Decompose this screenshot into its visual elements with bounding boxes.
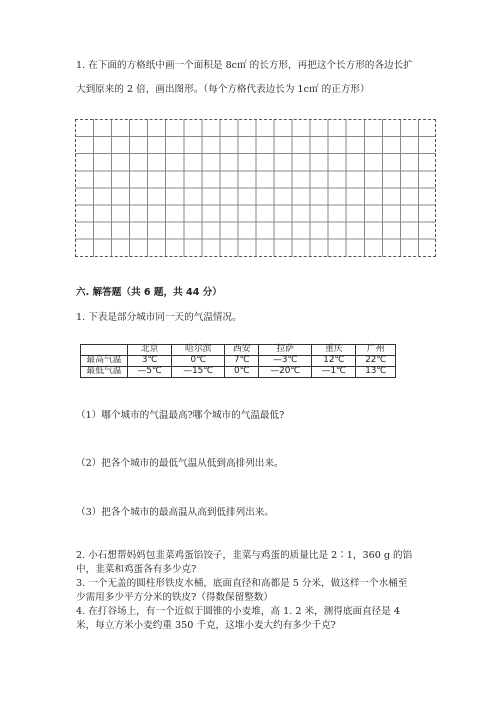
p4-line-1: 4. 在打谷场上，有一个近似于圆锥的小麦堆，高 1. 2 米，测得底面直径是 4 <box>76 606 400 617</box>
p2-line-2: 中，韭菜和鸡蛋各有多少克? <box>76 564 197 575</box>
table-cell: 22℃ <box>356 356 396 367</box>
table-header-cell: 拉萨 <box>259 345 312 356</box>
p1-sub-question-3: （3）把各个城市的最高温从高到低排列出来。 <box>76 507 274 518</box>
section-title: 六. 解答题（共 6 题，共 44 分） <box>76 287 222 298</box>
table-cell: 0℃ <box>172 356 225 367</box>
table-cell: 3℃ <box>128 356 172 367</box>
table-header-row <box>81 345 396 356</box>
table-row-label: 最高气温 <box>81 356 128 367</box>
p1-sub-question-2: （2）把各个城市的最低气温从低到高排列出来。 <box>76 458 284 469</box>
table-row <box>81 356 396 367</box>
table-cell: —3℃ <box>259 356 312 367</box>
p4-line-2: 米，每立方米小麦约重 350 千克，这堆小麦大约有多少千克? <box>76 620 336 631</box>
table-cell: 0℃ <box>225 367 259 378</box>
table-header-cell <box>81 345 128 356</box>
p1-sub-question-1: （1）哪个城市的气温最高?哪个城市的气温最低? <box>76 410 285 421</box>
table-cell: —1℃ <box>312 367 356 378</box>
table-row-label: 最低气温 <box>81 367 128 378</box>
table-cell: 12℃ <box>312 356 356 367</box>
table-header-cell: 重庆 <box>312 345 356 356</box>
p3-line-2: 少需用多少平方分米的铁皮?（得数保留整数） <box>76 592 274 603</box>
temperature-table <box>80 344 396 378</box>
grid-paper <box>75 119 436 257</box>
table-header-cell: 哈尔滨 <box>172 345 225 356</box>
q1-line-2: 大到原来的 2 倍，画出图形。（每个方格代表边长为 1c㎡ 的正方形） <box>76 84 370 95</box>
table-cell: —5℃ <box>128 367 172 378</box>
table-cell: 13℃ <box>356 367 396 378</box>
table-header-cell: 广州 <box>356 345 396 356</box>
table-cell: —20℃ <box>259 367 312 378</box>
p1-intro: 1. 下表是部分城市同一天的气温情况。 <box>76 312 242 323</box>
p2-line-1: 2. 小石想帮妈妈包韭菜鸡蛋馅饺子，韭菜与鸡蛋的质量比是 2∶1，360 g 的馅 <box>76 550 413 561</box>
table-row <box>81 367 396 378</box>
p3-line-1: 3. 一个无盖的圆柱形铁皮水桶，底面直径和高都是 5 分米，做这样一个水桶至 <box>76 578 408 589</box>
table-cell: 7℃ <box>225 356 259 367</box>
table-header-cell: 北京 <box>128 345 172 356</box>
q1-line-1: 1. 在下面的方格纸中画一个面积是 8c㎡ 的长方形，再把这个长方形的各边长扩 <box>76 60 413 71</box>
table-cell: —15℃ <box>172 367 225 378</box>
table-header-cell: 西安 <box>225 345 259 356</box>
